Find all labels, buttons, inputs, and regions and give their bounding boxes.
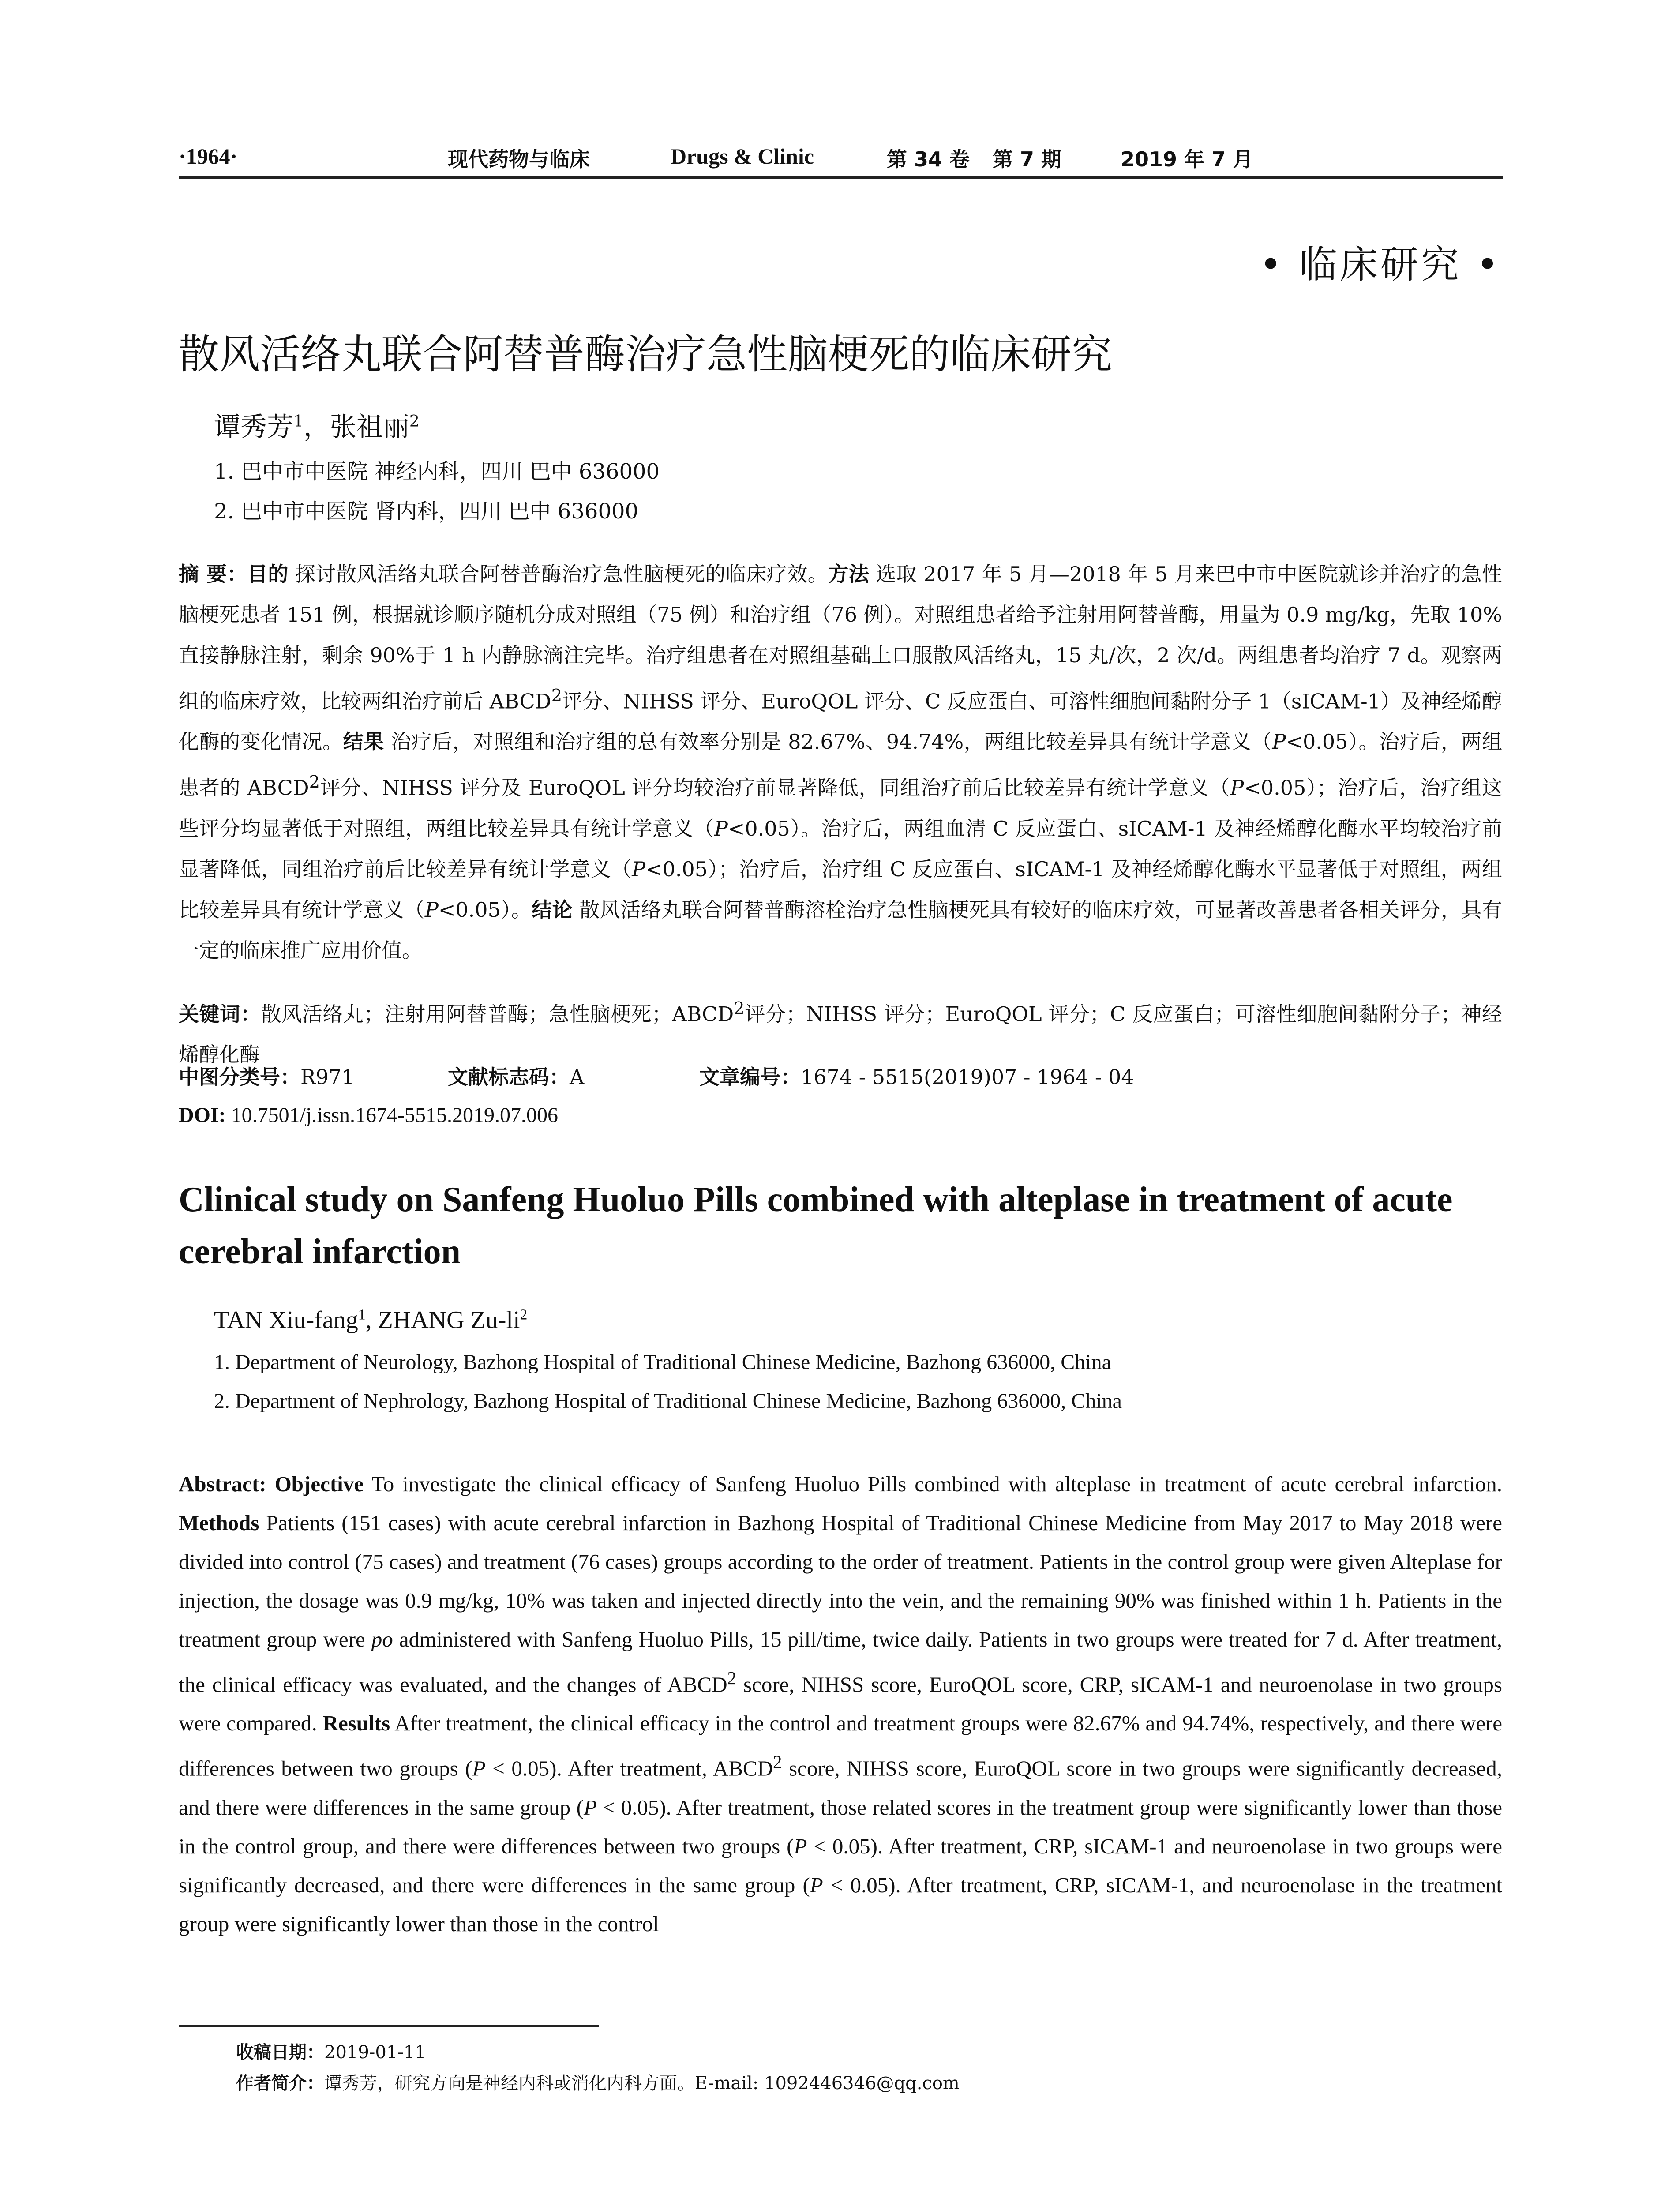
objective-label-en: Objective (274, 1472, 364, 1496)
results-text-en-3: score, NIHSS score, EuroQOL score in two groups were significantly decreased, and there were differences in the same group ( (179, 1756, 1502, 1820)
p-symbol: P (794, 1834, 807, 1858)
results-text-cn-4: <0.05）；治疗后，治疗组这些评分均显著低于对照组，两组比较差异具有统计学意义（ (179, 776, 1503, 840)
authors-en (214, 1306, 527, 1334)
methods-text-cn-2: 评分、NIHSS 评分、EuroQOL 评分、C 反应蛋白、可溶性细胞间黏附分子 1（sICAM-1）及神经烯醇化酶的变化情况。 (179, 689, 1502, 754)
conclusion-label-cn: 结论 (532, 897, 573, 922)
author-2: 张祖丽 (330, 412, 409, 443)
methods-text-en-3: score, NIHSS score, EuroQOL score, CRP, sICAM-1 and neuroenolase in two groups were compared. (179, 1672, 1502, 1736)
doi (179, 1103, 558, 1127)
received-value: 2019-01-11 (324, 2042, 426, 2063)
affiliation-cn-1: 1. 巴中市中医院 神经内科，四川 巴中 636000 (214, 459, 660, 484)
p-symbol: P (584, 1795, 597, 1820)
objective-text-cn: 探讨散风活络丸联合阿替普酶治疗急性脑梗死的临床疗效。 (295, 562, 829, 586)
volume: 第 34 卷 (887, 147, 970, 171)
journal-name-cn: 现代药物与临床 (448, 147, 590, 171)
p-symbol: P (472, 1756, 486, 1781)
document-code: 文献标志码：A (448, 1065, 585, 1089)
conclusion-text-cn: 散风活络丸联合阿替普酶溶栓治疗急性脑梗死具有较好的临床疗效，可显著改善患者各相关评分，具有一定的临床推广应用价值。 (179, 897, 1503, 962)
journal-name-en: Drugs & Clinic (671, 144, 814, 169)
keywords-text-cn-2: 评分；NIHSS 评分；EuroQOL 评分；C 反应蛋白；可溶性细胞间黏附分子；神经烯醇化酶 (179, 1002, 1502, 1067)
affiliation-en-2: 2. Department of Nephrology, Bazhong Hospital of Traditional Chinese Medicine, Bazhong 636000, China (214, 1389, 1122, 1413)
affiliation-cn-2: 2. 巴中市中医院 肾内科，四川 巴中 636000 (214, 499, 639, 524)
results-text-en-2: < 0.05). After treatment, ABCD (492, 1756, 773, 1781)
methods-text-en-2: administered with Sanfeng Huoluo Pills, 15 pill/time, twice daily. Patients in two groups were treated for 7 d. After treatment, the clinical efficacy was evaluated, and the changes of ABCD (179, 1627, 1503, 1697)
author-bio-text: 谭秀芳，研究方向是神经内科或消化内科方面。E-mail: 1092446346@qq.com (324, 2073, 960, 2093)
issue-date: 2019 年 7 月 (1121, 147, 1253, 171)
title-cn: 散风活络丸联合阿替普酶治疗急性脑梗死的临床研究 (179, 331, 1113, 378)
objective-label-cn: 目的 (247, 562, 289, 586)
superscript: 2 (734, 998, 745, 1018)
methods-text-en: Patients (151 cases) with acute cerebral infarction in Bazhong Hospital of Traditional Chinese Medicine from May 2017 to May 2018 were divided into control (75 cases) and treatment (76 cases) groups according to the order of treatment. Patients in the control group were given Alteplase for injection, the dosage was 0.9 mg/kg, 10% was taken and injected directly into the vein, and the remaining 90% was finished within 1 h. Patients in the treatment group were (179, 1511, 1503, 1651)
results-text-cn-7: <0.05）。 (438, 897, 532, 922)
methods-label-en: Methods (179, 1511, 259, 1535)
footnote-rule (179, 2025, 599, 2027)
results-text-en: After treatment, the clinical efficacy in the control and treatment groups were 82.67% and 94.74%, respectively, and there were differences between two groups ( (179, 1711, 1503, 1781)
results-text-cn-3: 评分、NIHSS 评分及 EuroQOL 评分均较治疗前显著降低，同组治疗前后比较差异有统计学意义（ (320, 776, 1230, 800)
methods-text-cn: 选取 2017 年 5 月—2018 年 5 月来巴中市中医院就诊并治疗的急性脑梗死患者 151 例，根据就诊顺序随机分成对照组（75 例）和治疗组（76 例）。对照组患者给予注射用阿替普酶，用量为 0.9 mg/kg，先取 10%直接静脉注射，剩余 90%于 1 h 内静脉滴注完毕。治疗组患者在对照组基础上口服散风活络丸，15 丸/次，2 次/d。两组患者均治疗 7 d。观察两组的临床疗效，比较两组治疗前后 ABCD (179, 562, 1503, 713)
abstract-cn (179, 554, 1502, 971)
author-2-affil-en: 2 (520, 1306, 528, 1323)
results-label-en: Results (322, 1711, 390, 1736)
clc-number: 中图分类号：R971 (179, 1065, 355, 1089)
methods-label-cn: 方法 (828, 562, 870, 586)
author-2-affil: 2 (409, 413, 420, 431)
author-bio (236, 2069, 960, 2094)
superscript: 2 (309, 772, 320, 792)
section-label: • 临床研究 • (1259, 243, 1501, 287)
author-1-affil: 1 (293, 413, 304, 431)
results-text-cn-2: <0.05）。治疗后，两组患者的 ABCD (179, 730, 1503, 800)
p-symbol: P (632, 857, 646, 881)
results-text-en-6: < 0.05). After treatment, CRP, sICAM-1, and neuroenolase in the treatment group were significantly lower than those in the control (179, 1872, 1503, 1936)
results-text-cn: 治疗后，对照组和治疗组的总有效率分别是 82.67%、94.74%，两组比较差异具有统计学意义（ (391, 730, 1272, 754)
article-number: 文章编号：1674 - 5515(2019)07 - 1964 - 04 (699, 1065, 1134, 1089)
author-1: 谭秀芳 (214, 412, 293, 443)
page-number: ·1964· (179, 144, 238, 169)
results-text-cn-6: <0.05）；治疗后，治疗组 C 反应蛋白、sICAM-1 及神经烯醇化酶水平显著低于对照组，两组比较差异具有统计学意义（ (179, 857, 1502, 922)
abstract-en (179, 1465, 1502, 1943)
received-date (236, 2038, 426, 2063)
author-1-affil-en: 1 (358, 1306, 366, 1323)
author-bio-label: 作者简介： (236, 2073, 324, 2093)
p-symbol: P (1272, 730, 1286, 754)
results-text-en-5: < 0.05). After treatment, CRP, sICAM-1 and neuroenolase in two groups were significantly decreased, and there were differences in the same group ( (179, 1834, 1502, 1897)
abstract-label-en: Abstract: (179, 1472, 266, 1496)
running-header (179, 143, 1501, 179)
header-rule (179, 176, 1503, 179)
superscript: 2 (727, 1668, 737, 1688)
keywords-text-cn: 散风活络丸；注射用阿替普酶；急性脑梗死；ABCD (261, 1002, 734, 1026)
doi-label: DOI: (179, 1103, 226, 1127)
superscript: 2 (772, 1752, 782, 1772)
p-symbol: P (714, 816, 728, 840)
results-label-cn: 结果 (343, 730, 384, 754)
results-text-cn-5: <0.05）。治疗后，两组血清 C 反应蛋白、sICAM-1 及神经烯醇化酶水平均较治疗前显著降低，同组治疗前后比较差异有统计学意义（ (179, 816, 1502, 881)
doi-value: 10.7501/j.issn.1674-5515.2019.07.006 (231, 1103, 559, 1127)
po-term: po (371, 1627, 393, 1651)
classification-line (179, 1061, 1502, 1101)
author-2-en: ZHANG Zu-li (378, 1306, 520, 1334)
keywords-label-cn: 关键词： (179, 1002, 261, 1026)
authors-cn (214, 406, 420, 444)
results-text-en-4: < 0.05). After treatment, those related scores in the treatment group were significantly lower than those in the control group, and there were differences between two groups ( (179, 1795, 1502, 1858)
author-separator-en: , (365, 1306, 378, 1334)
author-1-en: TAN Xiu-fang (214, 1306, 358, 1334)
superscript: 2 (551, 686, 562, 705)
title-en: Clinical study on Sanfeng Huoluo Pills combined with alteplase in treatment of acute cerebral infarction (179, 1180, 1453, 1271)
author-separator: ， (303, 412, 330, 443)
issue: 第 7 期 (993, 147, 1062, 171)
affiliation-en-1: 1. Department of Neurology, Bazhong Hospital of Traditional Chinese Medicine, Bazhong 636000, China (214, 1351, 1111, 1374)
p-symbol: P (424, 897, 439, 922)
abstract-label-cn: 摘 要： (179, 562, 248, 586)
p-symbol: P (810, 1872, 823, 1897)
received-label: 收稿日期： (236, 2042, 324, 2063)
p-symbol: P (1230, 776, 1244, 800)
objective-text-en: To investigate the clinical efficacy of Sanfeng Huoluo Pills combined with alteplase in treatment of acute cerebral infarction. (371, 1472, 1502, 1496)
